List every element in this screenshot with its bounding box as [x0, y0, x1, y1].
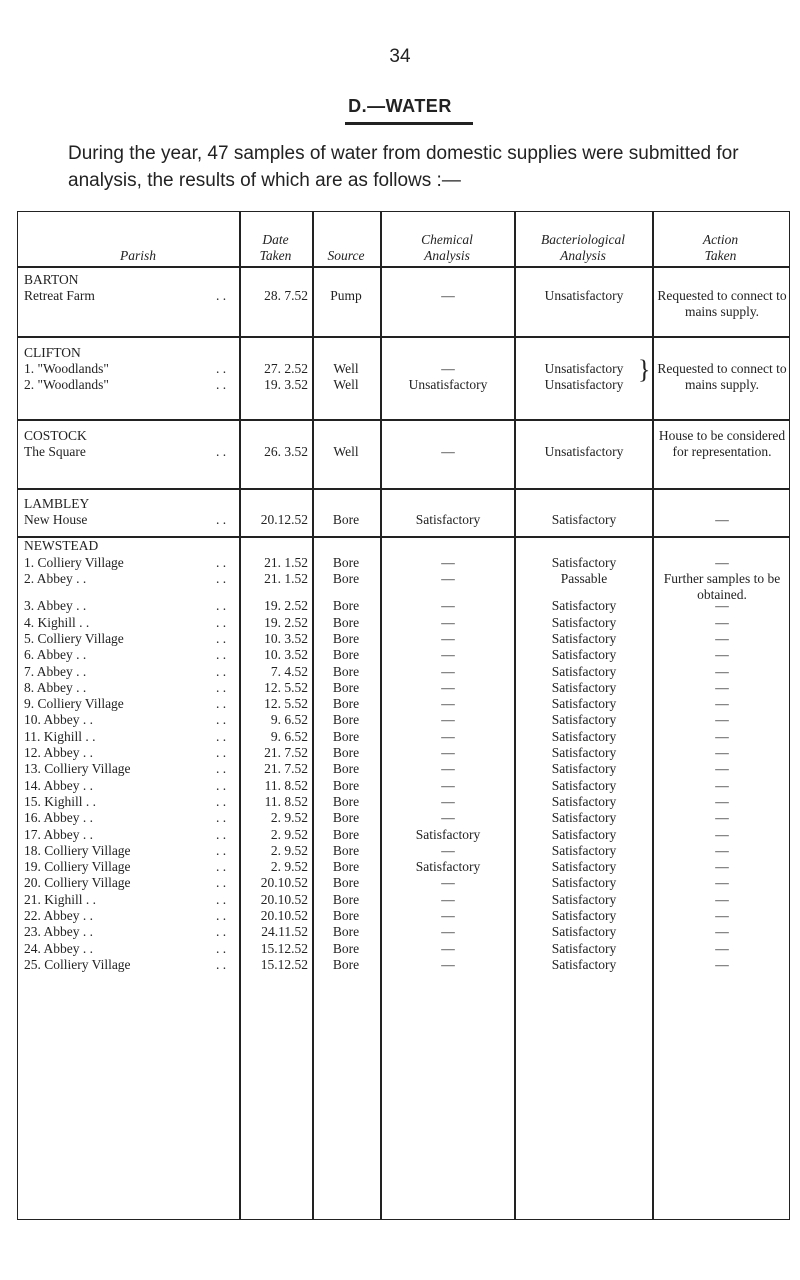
newstead-13-action: —: [715, 761, 729, 777]
leader-dots: . .: [216, 940, 227, 956]
newstead-15-parish: 15. Kighill . .: [24, 793, 97, 809]
newstead-25-bacteriological: Satisfactory: [551, 956, 617, 972]
clifton-action: Requested to connect to mains supply.: [657, 361, 787, 392]
newstead-16-action: —: [715, 810, 729, 826]
newstead-17-chemical: Satisfactory: [415, 826, 481, 842]
newstead-19-bacteriological: Satisfactory: [551, 859, 617, 875]
leader-dots: . .: [216, 630, 227, 646]
header-parish: Parish: [120, 248, 157, 263]
newstead-7-bacteriological: Satisfactory: [551, 663, 617, 679]
header-bacteriological: [514, 232, 652, 264]
newstead-25-action: —: [715, 956, 729, 972]
newstead-18-date: 2. 9.52: [270, 842, 308, 858]
newstead-12-chemical: —: [441, 745, 455, 760]
clifton-1-source: Well: [333, 361, 359, 376]
newstead-13-parish: 13. Colliery Village: [24, 761, 131, 777]
newstead-14-date: 11. 8.52: [264, 777, 308, 793]
newstead-1-source: Bore: [332, 555, 360, 570]
newstead-8-date: 12. 5.52: [264, 679, 308, 695]
newstead-22-bacteriological: Satisfactory: [551, 908, 617, 923]
newstead-15-source: Bore: [332, 793, 360, 809]
newstead-9-chemical: —: [441, 696, 455, 712]
newstead-24-parish: 24. Abbey . .: [24, 940, 93, 956]
newstead-16-chemical: —: [441, 810, 455, 826]
leader-dots: . .: [216, 810, 227, 826]
lambley-parish: New House: [24, 512, 88, 527]
newstead-24-date: 15.12.52: [260, 940, 308, 956]
newstead-19-parish: 19. Colliery Village: [24, 859, 131, 875]
newstead-20-date: 20.10.52: [260, 875, 308, 891]
header-action-line2: Taken: [704, 248, 737, 263]
newstead-6-bacteriological: Satisfactory: [551, 647, 617, 663]
newstead-4-date: 19. 2.52: [264, 614, 308, 630]
newstead-4-bacteriological: Satisfactory: [551, 614, 617, 630]
newstead-19-action: —: [715, 859, 729, 875]
header-action: [652, 232, 789, 264]
section-heading: D.—WATER: [348, 96, 452, 116]
leader-dots: . .: [216, 761, 227, 777]
clifton-1-date: 27. 2.52: [264, 361, 308, 376]
newstead-10-bacteriological: Satisfactory: [551, 712, 617, 728]
newstead-14-bacteriological: Satisfactory: [551, 777, 617, 793]
newstead-17-date: 2. 9.52: [270, 826, 308, 842]
leader-dots: . .: [216, 512, 227, 527]
newstead-12-parish: 12. Abbey . .: [24, 745, 93, 760]
newstead-2-chemical: —: [441, 571, 455, 587]
newstead-8-chemical: —: [441, 679, 455, 695]
newstead-1-date: 21. 1.52: [264, 555, 308, 570]
page-number: 34: [389, 46, 411, 67]
newstead-9-date: 12. 5.52: [264, 696, 308, 712]
newstead-23-action: —: [715, 924, 729, 940]
newstead-3-source: Bore: [332, 598, 360, 614]
costock-date: 26. 3.52: [264, 444, 308, 459]
newstead-13-source: Bore: [332, 761, 360, 777]
newstead-10-action: —: [715, 712, 729, 728]
newstead-19-date: 2. 9.52: [270, 859, 308, 875]
lambley-bacteriological: Satisfactory: [551, 512, 617, 527]
newstead-25-date: 15.12.52: [260, 956, 308, 972]
newstead-17-bacteriological: Satisfactory: [551, 826, 617, 842]
clifton-2-parish: 2. "Woodlands": [24, 377, 109, 392]
header-chemical: [380, 232, 514, 264]
newstead-9-parish: 9. Colliery Village: [24, 696, 124, 712]
header-divider: [18, 266, 789, 268]
section-divider: [18, 488, 789, 490]
newstead-14-parish: 14. Abbey . .: [24, 777, 93, 793]
costock-bacteriological: Unsatisfactory: [544, 444, 624, 459]
clifton-2-date: 19. 3.52: [264, 377, 308, 392]
newstead-20-chemical: —: [441, 875, 455, 891]
leader-dots: . .: [216, 728, 227, 744]
leader-dots: . .: [216, 555, 227, 570]
newstead-22-action: —: [715, 908, 729, 923]
newstead-5-chemical: —: [441, 630, 455, 646]
newstead-5-parish: 5. Colliery Village: [24, 630, 124, 646]
newstead-16-parish: 16. Abbey . .: [24, 810, 93, 826]
newstead-11-action: —: [715, 728, 729, 744]
newstead-2-action: Further samples to be obtained.: [663, 571, 781, 603]
newstead-7-chemical: —: [441, 663, 455, 679]
newstead-11-source: Bore: [332, 728, 360, 744]
clifton-1-parish: 1. "Woodlands": [24, 361, 109, 376]
section-name-newstead: NEWSTEAD: [24, 538, 99, 553]
newstead-7-date: 7. 4.52: [270, 663, 308, 679]
barton-parish: Retreat Farm: [24, 288, 95, 303]
newstead-8-action: —: [715, 679, 729, 695]
newstead-18-parish: 18. Colliery Village: [24, 842, 131, 858]
newstead-11-parish: 11. Kighill . .: [24, 728, 96, 744]
column-divider: [380, 212, 382, 1219]
newstead-16-source: Bore: [332, 810, 360, 826]
newstead-7-source: Bore: [332, 663, 360, 679]
newstead-25-source: Bore: [332, 956, 360, 972]
heading-underline: [345, 122, 473, 125]
barton-chemical: —: [441, 288, 455, 303]
clifton-2-source: Well: [333, 377, 359, 392]
newstead-11-bacteriological: Satisfactory: [551, 728, 617, 744]
newstead-10-chemical: —: [441, 712, 455, 728]
leader-dots: . .: [216, 614, 227, 630]
section-name-barton: BARTON: [24, 272, 79, 287]
newstead-25-parish: 25. Colliery Village: [24, 956, 131, 972]
newstead-12-source: Bore: [332, 745, 360, 760]
newstead-1-action: —: [715, 555, 729, 570]
newstead-4-chemical: —: [441, 614, 455, 630]
newstead-15-date: 11. 8.52: [264, 793, 308, 809]
newstead-18-bacteriological: Satisfactory: [551, 842, 617, 858]
header-date-line1: Date: [262, 232, 289, 247]
leader-dots: . .: [216, 842, 227, 858]
water-samples-table: [17, 211, 790, 1220]
lambley-action: —: [715, 512, 729, 527]
newstead-5-date: 10. 3.52: [264, 630, 308, 646]
newstead-24-action: —: [715, 940, 729, 956]
newstead-16-bacteriological: Satisfactory: [551, 810, 617, 826]
newstead-23-parish: 23. Abbey . .: [24, 924, 93, 940]
leader-dots: . .: [216, 956, 227, 972]
section-divider: [18, 536, 789, 538]
newstead-3-parish: 3. Abbey . .: [24, 598, 87, 614]
newstead-23-bacteriological: Satisfactory: [551, 924, 617, 940]
leader-dots: . .: [216, 444, 227, 459]
leader-dots: . .: [216, 745, 227, 760]
section-divider: [18, 336, 789, 338]
newstead-2-date: 21. 1.52: [264, 571, 308, 587]
clifton-1-chemical: —: [441, 361, 455, 376]
newstead-24-bacteriological: Satisfactory: [551, 940, 617, 956]
newstead-21-chemical: —: [441, 891, 455, 907]
barton-bacteriological: Unsatisfactory: [544, 288, 624, 303]
header-date-line2: Taken: [259, 248, 292, 263]
newstead-12-date: 21. 7.52: [264, 745, 308, 760]
section-divider: [18, 419, 789, 421]
barton-date: 28. 7.52: [264, 288, 308, 303]
newstead-9-bacteriological: Satisfactory: [551, 696, 617, 712]
leader-dots: . .: [216, 826, 227, 842]
newstead-12-bacteriological: Satisfactory: [551, 745, 617, 760]
newstead-1-bacteriological: Satisfactory: [551, 555, 617, 570]
section-name-clifton: CLIFTON: [24, 345, 81, 360]
costock-chemical: —: [441, 444, 455, 459]
newstead-4-parish: 4. Kighill . .: [24, 614, 90, 630]
newstead-4-action: —: [715, 614, 729, 630]
header-date: [239, 232, 312, 264]
newstead-18-action: —: [715, 842, 729, 858]
newstead-6-action: —: [715, 647, 729, 663]
leader-dots: . .: [216, 793, 227, 809]
clifton-2-chemical: Unsatisfactory: [408, 377, 488, 392]
newstead-3-date: 19. 2.52: [264, 598, 308, 614]
newstead-14-chemical: —: [441, 777, 455, 793]
lambley-source: Bore: [332, 512, 360, 527]
header-action-line1: Action: [702, 232, 739, 247]
newstead-22-chemical: —: [441, 908, 455, 923]
header-bacteriological-line1: Bacteriological: [541, 232, 625, 247]
newstead-21-date: 20.10.52: [260, 891, 308, 907]
newstead-2-parish: 2. Abbey . .: [24, 571, 87, 587]
header-source: Source: [327, 248, 365, 263]
newstead-1-parish: 1. Colliery Village: [24, 555, 124, 570]
header-bacteriological-line2: Analysis: [560, 248, 606, 263]
newstead-21-bacteriological: Satisfactory: [551, 891, 617, 907]
leader-dots: . .: [216, 875, 227, 891]
newstead-3-action: —: [715, 598, 729, 614]
newstead-6-parish: 6. Abbey . .: [24, 647, 87, 663]
newstead-12-action: —: [715, 745, 729, 760]
barton-action: Requested to connect to mains supply.: [657, 288, 787, 319]
newstead-15-bacteriological: Satisfactory: [551, 793, 617, 809]
newstead-20-parish: 20. Colliery Village: [24, 875, 131, 891]
newstead-22-source: Bore: [332, 908, 360, 923]
right-brace-icon: }: [638, 355, 651, 384]
newstead-18-source: Bore: [332, 842, 360, 858]
newstead-24-source: Bore: [332, 940, 360, 956]
leader-dots: . .: [216, 288, 227, 303]
newstead-7-parish: 7. Abbey . .: [24, 663, 87, 679]
section-name-costock: COSTOCK: [24, 428, 87, 443]
leader-dots: . .: [216, 663, 227, 679]
newstead-20-source: Bore: [332, 875, 360, 891]
newstead-8-parish: 8. Abbey . .: [24, 679, 87, 695]
leader-dots: . .: [216, 679, 227, 695]
leader-dots: . .: [216, 377, 227, 392]
newstead-21-parish: 21. Kighill . .: [24, 891, 97, 907]
newstead-2-bacteriological: Passable: [560, 571, 608, 587]
newstead-18-chemical: —: [441, 842, 455, 858]
newstead-25-chemical: —: [441, 956, 455, 972]
newstead-20-bacteriological: Satisfactory: [551, 875, 617, 891]
intro-paragraph: During the year, 47 samples of water from domestic supplies were submitted for analysis, the results of which are as follows :—: [68, 143, 739, 191]
costock-action: House to be considered for representation.: [658, 428, 786, 459]
newstead-6-chemical: —: [441, 647, 455, 663]
newstead-23-source: Bore: [332, 924, 360, 940]
leader-dots: . .: [216, 571, 227, 587]
newstead-10-parish: 10. Abbey . .: [24, 712, 93, 728]
newstead-17-parish: 17. Abbey . .: [24, 826, 93, 842]
newstead-5-action: —: [715, 630, 729, 646]
newstead-10-source: Bore: [332, 712, 360, 728]
lambley-date: 20.12.52: [260, 512, 308, 527]
leader-dots: . .: [216, 647, 227, 663]
newstead-21-source: Bore: [332, 891, 360, 907]
newstead-21-action: —: [715, 891, 729, 907]
leader-dots: . .: [216, 598, 227, 614]
newstead-17-action: —: [715, 826, 729, 842]
lambley-chemical: Satisfactory: [415, 512, 481, 527]
newstead-9-source: Bore: [332, 696, 360, 712]
newstead-4-source: Bore: [332, 614, 360, 630]
column-divider: [514, 212, 516, 1219]
clifton-1-bacteriological: Unsatisfactory: [544, 361, 624, 376]
leader-dots: . .: [216, 361, 227, 376]
leader-dots: . .: [216, 712, 227, 728]
newstead-8-bacteriological: Satisfactory: [551, 679, 617, 695]
newstead-22-parish: 22. Abbey . .: [24, 908, 93, 923]
leader-dots: . .: [216, 777, 227, 793]
newstead-19-source: Bore: [332, 859, 360, 875]
header-chemical-line1: Chemical: [421, 232, 473, 247]
column-divider: [312, 212, 314, 1219]
newstead-15-action: —: [715, 793, 729, 809]
newstead-3-bacteriological: Satisfactory: [551, 598, 617, 614]
leader-dots: . .: [216, 891, 227, 907]
newstead-11-chemical: —: [441, 728, 455, 744]
costock-parish: The Square: [24, 444, 86, 459]
newstead-6-date: 10. 3.52: [264, 647, 308, 663]
newstead-15-chemical: —: [441, 793, 455, 809]
newstead-19-chemical: Satisfactory: [415, 859, 481, 875]
newstead-2-source: Bore: [332, 571, 360, 587]
newstead-24-chemical: —: [441, 940, 455, 956]
newstead-9-action: —: [715, 696, 729, 712]
costock-source: Well: [333, 444, 359, 459]
leader-dots: . .: [216, 859, 227, 875]
newstead-3-chemical: —: [441, 598, 455, 614]
newstead-23-chemical: —: [441, 924, 455, 940]
leader-dots: . .: [216, 696, 227, 712]
leader-dots: . .: [216, 924, 227, 940]
newstead-20-action: —: [715, 875, 729, 891]
column-divider: [652, 212, 654, 1219]
newstead-14-source: Bore: [332, 777, 360, 793]
newstead-23-date: 24.11.52: [261, 924, 308, 940]
clifton-2-bacteriological: Unsatisfactory: [544, 377, 624, 392]
barton-source: Pump: [330, 288, 362, 303]
newstead-10-date: 9. 6.52: [270, 712, 308, 728]
leader-dots: . .: [216, 908, 227, 923]
newstead-1-chemical: —: [441, 555, 455, 570]
newstead-16-date: 2. 9.52: [270, 810, 308, 826]
newstead-11-date: 9. 6.52: [270, 728, 308, 744]
newstead-13-date: 21. 7.52: [264, 761, 308, 777]
newstead-5-source: Bore: [332, 630, 360, 646]
newstead-8-source: Bore: [332, 679, 360, 695]
newstead-6-source: Bore: [332, 647, 360, 663]
header-chemical-line2: Analysis: [424, 248, 470, 263]
newstead-17-source: Bore: [332, 826, 360, 842]
newstead-5-bacteriological: Satisfactory: [551, 630, 617, 646]
newstead-22-date: 20.10.52: [260, 908, 308, 923]
newstead-7-action: —: [715, 663, 729, 679]
newstead-13-chemical: —: [441, 761, 455, 777]
section-name-lambley: LAMBLEY: [24, 496, 90, 511]
newstead-13-bacteriological: Satisfactory: [551, 761, 617, 777]
newstead-14-action: —: [715, 777, 729, 793]
